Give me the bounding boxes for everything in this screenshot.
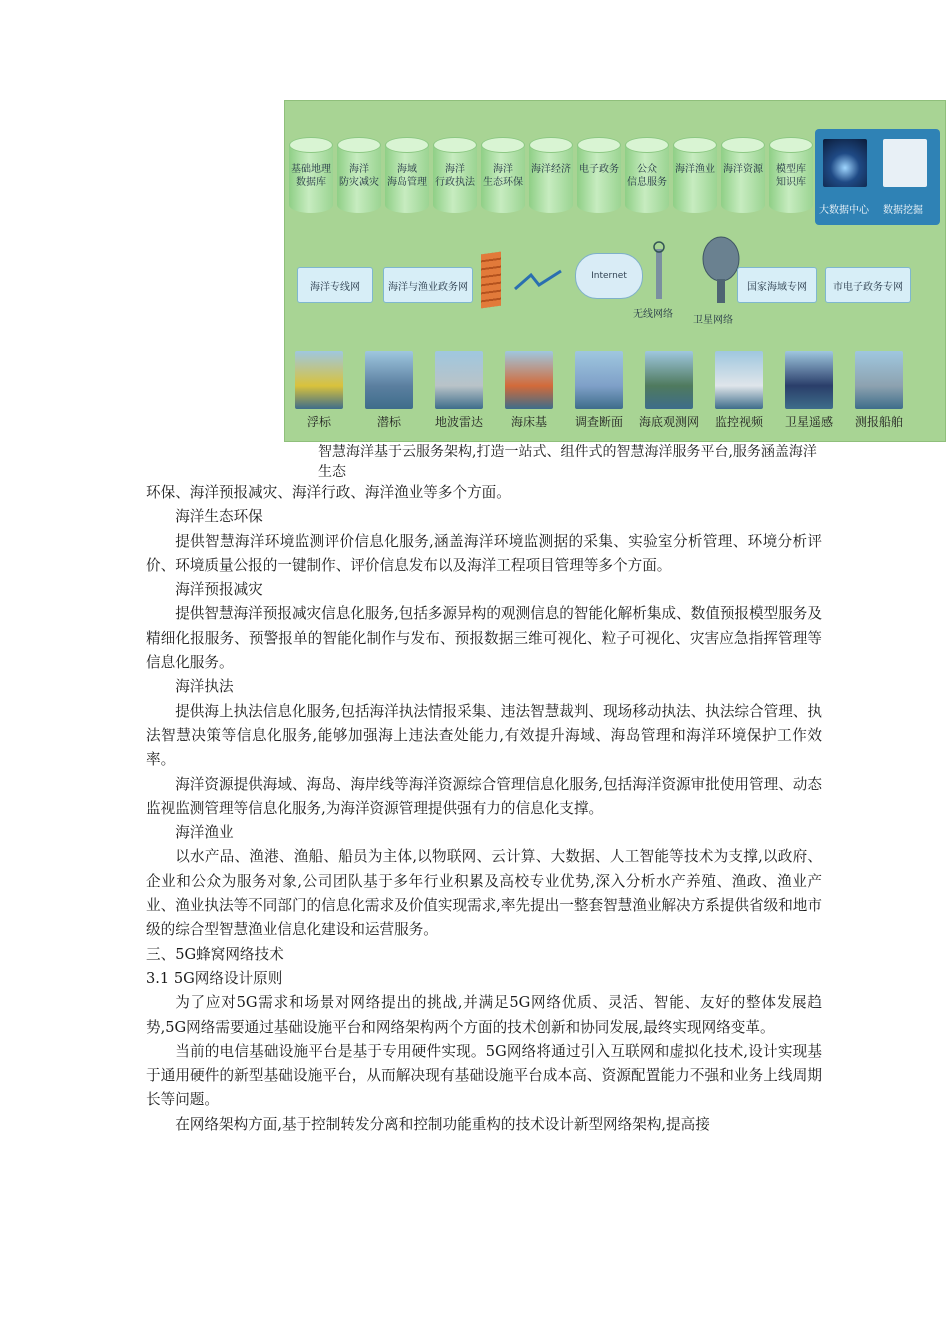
paragraph: 提供海上执法信息化服务,包括海洋执法情报采集、违法智慧裁判、现场移动执法、执法综合管理、执法智慧决策等信息化服务,能够加强海上违法查处能力,有效提升海域、海岛管理和海洋环境保护工作效率。 — [146, 702, 822, 769]
database-label: 电子政务 — [579, 164, 619, 175]
database-label: 海洋 生态环保 — [483, 164, 523, 188]
city-gov-network: 市电子政务专网 — [825, 267, 911, 303]
national-sea-network: 国家海域专网 — [737, 267, 817, 303]
bigdata-center-label: 大数据中心 — [819, 205, 869, 216]
database-cylinder — [625, 137, 669, 219]
device-label: 地波雷达 — [434, 415, 483, 429]
internet-cloud: Internet — [575, 253, 643, 299]
device-label: 海底观测网 — [638, 415, 699, 429]
database-cylinder — [769, 137, 813, 219]
data-mining-label: 数据挖掘 — [883, 205, 923, 216]
paragraph: 为了应对5G需求和场景对网络提出的挑战,并满足5G网络优质、灵活、智能、友好的整体发展趋势,5G网络需要通过基础设施平台和网络架构两个方面的技术创新和协同发展,最终实现网络变革。 — [146, 994, 822, 1036]
database-cylinder — [289, 137, 333, 219]
body-text — [146, 481, 822, 1137]
paragraph: 海洋渔业 — [175, 824, 234, 842]
paragraph: 海洋执法 — [175, 678, 234, 696]
device-photo — [295, 351, 343, 409]
device-photo — [645, 351, 693, 409]
bigdata-panel — [815, 129, 940, 225]
paragraph: 海洋生态环保 — [175, 508, 263, 526]
database-cylinder — [433, 137, 477, 219]
paragraph: 当前的电信基础设施平台是基于专用硬件实现。5G网络将通过引入互联网和虚拟化技术,设计实现基于通用硬件的新型基础设施平台，从而解决现有基础设施平台成本高、资源配置能力不强和业务上线周期长等问题。 — [146, 1042, 822, 1109]
database-label: 海洋资源 — [723, 164, 763, 175]
paragraph: 在网络架构方面,基于控制转发分离和控制功能重构的技术设计新型网络架构,提高接 — [175, 1115, 710, 1133]
device-label: 浮标 — [306, 415, 331, 429]
database-label: 公众 信息服务 — [627, 164, 667, 188]
database-label: 海洋经济 — [531, 164, 571, 175]
antenna-icon — [649, 239, 669, 301]
paragraph: 海洋预报减灾 — [175, 581, 263, 599]
device-photo — [715, 351, 763, 409]
database-cylinder — [481, 137, 525, 219]
database-label: 海洋 行政执法 — [435, 164, 475, 188]
database-label: 模型库 知识库 — [776, 164, 806, 188]
paragraph: 提供智慧海洋环境监测评价信息化服务,涵盖海洋环境监测据的采集、实验室分析管理、环境分析评价、环境质量公报的一键制作、评价信息发布以及海洋工程项目管理等多个方面。 — [146, 532, 822, 574]
database-cylinder — [529, 137, 573, 219]
data-mining-image — [883, 139, 927, 187]
database-label: 海洋 防灾减灾 — [339, 164, 379, 188]
device-label: 监控视频 — [714, 415, 763, 429]
device-label: 测报船舶 — [854, 415, 903, 429]
device-label: 卫星遥感 — [784, 415, 833, 429]
database-label: 海域 海岛管理 — [387, 164, 427, 188]
paragraph: 以水产品、渔港、渔船、船员为主体,以物联网、云计算、大数据、人工智能等技术为支撑,以政府、企业和公众为服务对象,公司团队基于多年行业积累及高校专业优势,深入分析水产养殖、渔政、渔业产业、渔业执法等不同部门的信息化需求及价值实现需求,率先提出一整套智慧渔业解决方系提供省级和地市级的综合型智慧渔业信息化建设和运营服务。 — [146, 848, 822, 939]
device-photo — [855, 351, 903, 409]
datacenter-image — [823, 139, 867, 187]
architecture-figure — [284, 100, 946, 442]
device-photo — [575, 351, 623, 409]
device-label: 调查断面 — [574, 415, 623, 429]
device-photo — [505, 351, 553, 409]
firewall-icon — [481, 252, 501, 309]
device-label: 潜标 — [376, 415, 401, 429]
device-photo — [785, 351, 833, 409]
database-cylinder — [673, 137, 717, 219]
wireless-network-label: 无线网络 — [633, 309, 673, 320]
figure-caption: 智慧海洋基于云服务架构,打造一站式、组件式的智慧海洋服务平台,服务涵盖海洋生态 — [318, 444, 817, 480]
lightning-link-icon — [513, 269, 565, 293]
database-cylinder — [385, 137, 429, 219]
paragraph: 环保、海洋预报减灾、海洋行政、海洋渔业等多个方面。 — [146, 484, 511, 501]
database-cylinder — [721, 137, 765, 219]
paragraph: 海洋资源提供海域、海岛、海岸线等海洋资源综合管理信息化服务,包括海洋资源审批使用管理、动态监视监测管理等信息化服务,为海洋资源管理提供强有力的信息化支撑。 — [146, 775, 822, 817]
device-label: 海床基 — [510, 415, 547, 429]
device-photo — [365, 351, 413, 409]
paragraph: 提供智慧海洋预报减灾信息化服务,包括多源异构的观测信息的智能化解析集成、数值预报模型服务及精细化报服务、预警报单的智能化制作与发布、预报数据三维可视化、粒子可视化、灾害应急指挥管理等信息化服务。 — [146, 605, 822, 672]
database-label: 海洋渔业 — [675, 164, 715, 175]
paragraph: 三、5G蜂窝网络技术 — [146, 945, 284, 963]
paragraph: 3.1 5G网络设计原则 — [146, 969, 283, 987]
ocean-private-network: 海洋专线网 — [297, 267, 373, 303]
database-label: 基础地理 数据库 — [291, 164, 331, 188]
device-photo — [435, 351, 483, 409]
database-cylinder — [337, 137, 381, 219]
database-cylinder — [577, 137, 621, 219]
fishery-gov-network: 海洋与渔业政务网 — [383, 267, 473, 303]
satellite-network-label: 卫星网络 — [693, 315, 733, 326]
